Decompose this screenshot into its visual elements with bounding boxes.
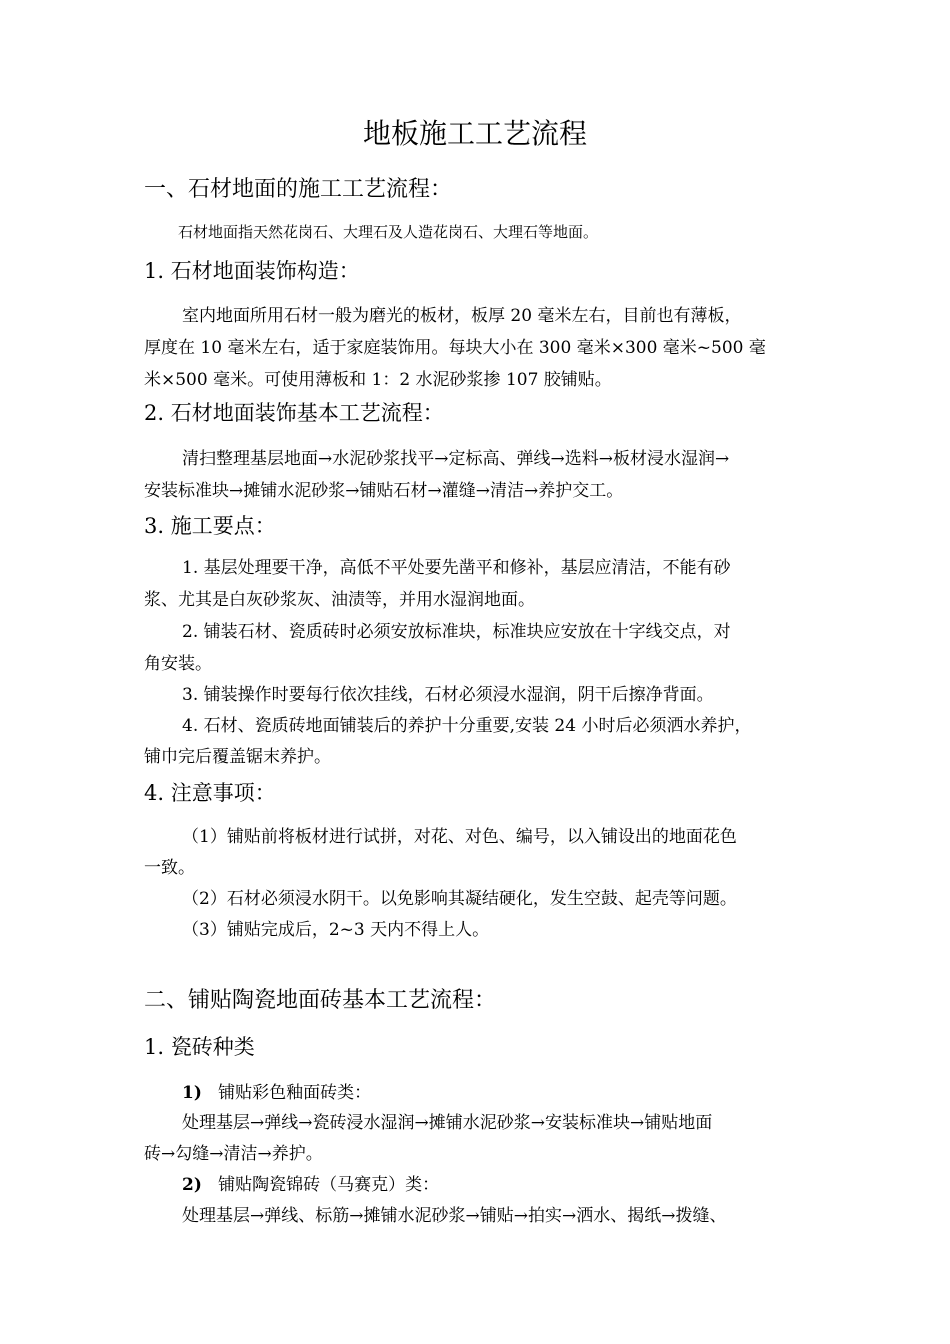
paragraph-line: （2）石材必须浸水阴干。以免影响其凝结硬化，发生空鼓、起壳等问题。	[182, 889, 737, 909]
paragraph-line: （3）铺贴完成后，2~3 天内不得上人。	[182, 920, 490, 940]
paragraph-line: 1. 基层处理要干净，高低不平处要先凿平和修补，基层应清洁，不能有砂	[182, 558, 731, 578]
subsection-1-1-heading: 1. 石材地面装饰构造：	[144, 259, 360, 283]
section-1-heading: 一、石材地面的施工工艺流程：	[144, 177, 453, 202]
subsection-1-4-heading: 4. 注意事项：	[144, 781, 276, 805]
paragraph-line: 角安装。	[144, 654, 212, 674]
paragraph-line: 处理基层→弹线→瓷砖浸水湿润→摊铺水泥砂浆→安装标准块→铺贴地面	[182, 1113, 713, 1133]
paragraph-line: 一致。	[144, 858, 195, 878]
paragraph-line: （1）铺贴前将板材进行试拼，对花、对色、编号，以入铺设出的地面花色	[182, 827, 737, 847]
paragraph-line: 3. 铺装操作时要每行依次挂线，石材必须浸水湿润，阴干后擦净背面。	[182, 685, 714, 705]
list-item-number: 2)	[182, 1175, 202, 1195]
paragraph-line: 厚度在 10 毫米左右，适于家庭装饰用。每块大小在 300 毫米×300 毫米~500 毫	[144, 338, 766, 358]
list-item-label: 铺贴彩色釉面砖类：	[218, 1083, 372, 1103]
subsection-2-1-heading: 1. 瓷砖种类	[144, 1035, 255, 1059]
paragraph-line: 室内地面所用石材一般为磨光的板材，板厚 20 毫米左右，目前也有薄板，	[182, 306, 742, 326]
paragraph-line: 处理基层→弹线、标筋→摊铺水泥砂浆→铺贴→拍实→洒水、揭纸→拨缝、	[182, 1206, 727, 1226]
list-item	[182, 1078, 371, 1103]
paragraph-line: 铺巾完后覆盖锯末养护。	[144, 747, 331, 767]
paragraph-line: 2. 铺装石材、瓷质砖时必须安放标准块，标准块应安放在十字线交点，对	[182, 622, 731, 642]
paragraph-line: 4. 石材、瓷质砖地面铺装后的养护十分重要,安装 24 小时后必须洒水养护，	[182, 716, 752, 736]
paragraph-line: 浆、尤其是白灰砂浆灰、油渍等，并用水湿润地面。	[144, 590, 535, 610]
list-item-number: 1)	[182, 1083, 202, 1103]
document-title: 地板施工工艺流程	[362, 117, 587, 150]
subsection-1-3-heading: 3. 施工要点：	[144, 514, 276, 538]
subsection-1-2-heading: 2. 石材地面装饰基本工艺流程：	[144, 401, 444, 425]
paragraph-line: 清扫整理基层地面→水泥砂浆找平→定标高、弹线→选料→板材浸水湿润→	[182, 449, 730, 469]
paragraph-line: 安装标准块→摊铺水泥砂浆→铺贴石材→灌缝→清洁→养护交工。	[144, 481, 624, 501]
section-2-heading: 二、铺贴陶瓷地面砖基本工艺流程：	[144, 988, 497, 1013]
paragraph-line: 米×500 毫米。可使用薄板和 1：2 水泥砂浆掺 107 胶铺贴。	[144, 370, 612, 390]
list-item	[182, 1170, 439, 1195]
section-1-intro: 石材地面指天然花岗石、大理石及人造花岗石、大理石等地面。	[178, 223, 599, 241]
list-item-label: 铺贴陶瓷锦砖（马赛克）类：	[218, 1175, 440, 1195]
paragraph-line: 砖→勾缝→清洁→养护。	[144, 1144, 323, 1164]
